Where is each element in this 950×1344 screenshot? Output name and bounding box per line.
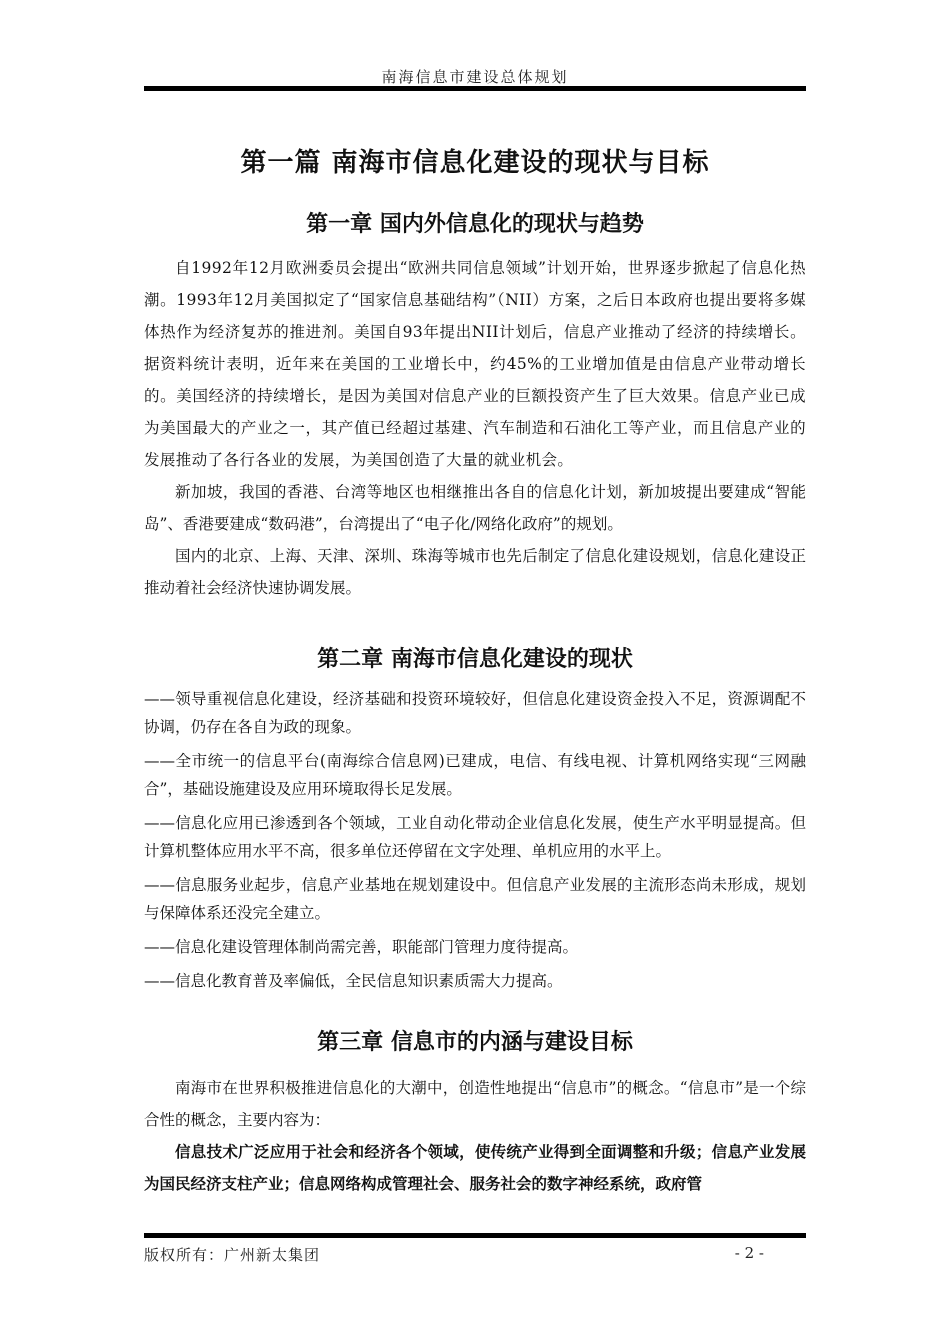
list-item: ——信息化建设管理体制尚需完善，职能部门管理力度待提高。 [144, 938, 579, 956]
header-rule [144, 86, 806, 91]
chapter-1-paragraph: 自1992年12月欧洲委员会提出“欧洲共同信息领域”计划开始，世界逐步掀起了信息化热潮。1993年12月美国拟定了“国家信息基础结构”（NII）方案，之后日本政府也提出要将多媒体热作为经济复苏的推进剂。美国自93年提出NII计划后，信息产业推动了经济的持续增长。据资料统计表明，近年来在美国的工业增长中，约45%的工业增加值是由信息产业带动增长的。美国经济的持续增长，是因为美国对信息产业的巨额投资产生了巨大效果。信息产业已成为美国最大的产业之一，其产值已经超过基建、汽车制造和石油化工等产业，而且信息产业的发展推动了各行各业的发展，为美国创造了大量的就业机会。 [144, 259, 806, 469]
running-header: 南海信息市建设总体规划 [381, 68, 569, 86]
part-title: 第一篇 南海市信息化建设的现状与目标 [240, 148, 710, 178]
chapter-3-bold-paragraph: 信息技术广泛应用于社会和经济各个领域，使传统产业得到全面调整和升级；信息产业发展为国民经济支柱产业；信息网络构成管理社会、服务社会的数字神经系统，政府管 [144, 1142, 806, 1193]
list-item: ——信息化应用已渗透到各个领域，工业自动化带动企业信息化发展，使生产水平明显提高。但计算机整体应用水平不高，很多单位还停留在文字处理、单机应用的水平上。 [144, 814, 806, 860]
chapter-1-title: 第一章 国内外信息化的现状与趋势 [306, 212, 644, 237]
list-item: ——全市统一的信息平台(南海综合信息网)已建成，电信、有线电视、计算机网络实现“三网融合”，基础设施建设及应用环境取得长足发展。 [144, 752, 806, 798]
chapter-3-title: 第三章 信息市的内涵与建设目标 [317, 1030, 633, 1055]
list-item: ——信息化教育普及率偏低，全民信息知识素质需大力提高。 [144, 972, 563, 990]
chapter-3-intro: 南海市在世界积极推进信息化的大潮中，创造性地提出“信息市”的概念。“信息市”是一个综合性的概念，主要内容为： [144, 1079, 806, 1129]
chapter-1-paragraph: 新加坡，我国的香港、台湾等地区也相继推出各自的信息化计划，新加坡提出要建成“智能岛”、香港要建成“数码港”，台湾提出了“电子化/网络化政府”的规划。 [144, 483, 806, 533]
page-body [144, 96, 806, 1200]
chapter-2-list [144, 685, 806, 995]
footer-rule [144, 1233, 806, 1238]
page-footer [144, 1244, 764, 1265]
chapter-1-paragraph: 国内的北京、上海、天津、深圳、珠海等城市也先后制定了信息化建设规划，信息化建设正推动着社会经济快速协调发展。 [144, 547, 806, 597]
chapter-2-title: 第二章 南海市信息化建设的现状 [317, 647, 633, 672]
copyright-text: 版权所有：广州新太集团 [144, 1246, 321, 1264]
page-number: - 2 - [734, 1244, 764, 1262]
list-item: ——领导重视信息化建设，经济基础和投资环境较好，但信息化建设资金投入不足，资源调配不协调，仍存在各自为政的现象。 [144, 690, 806, 736]
list-item: ——信息服务业起步，信息产业基地在规划建设中。但信息产业发展的主流形态尚未形成，规划与保障体系还没完全建立。 [144, 876, 806, 922]
